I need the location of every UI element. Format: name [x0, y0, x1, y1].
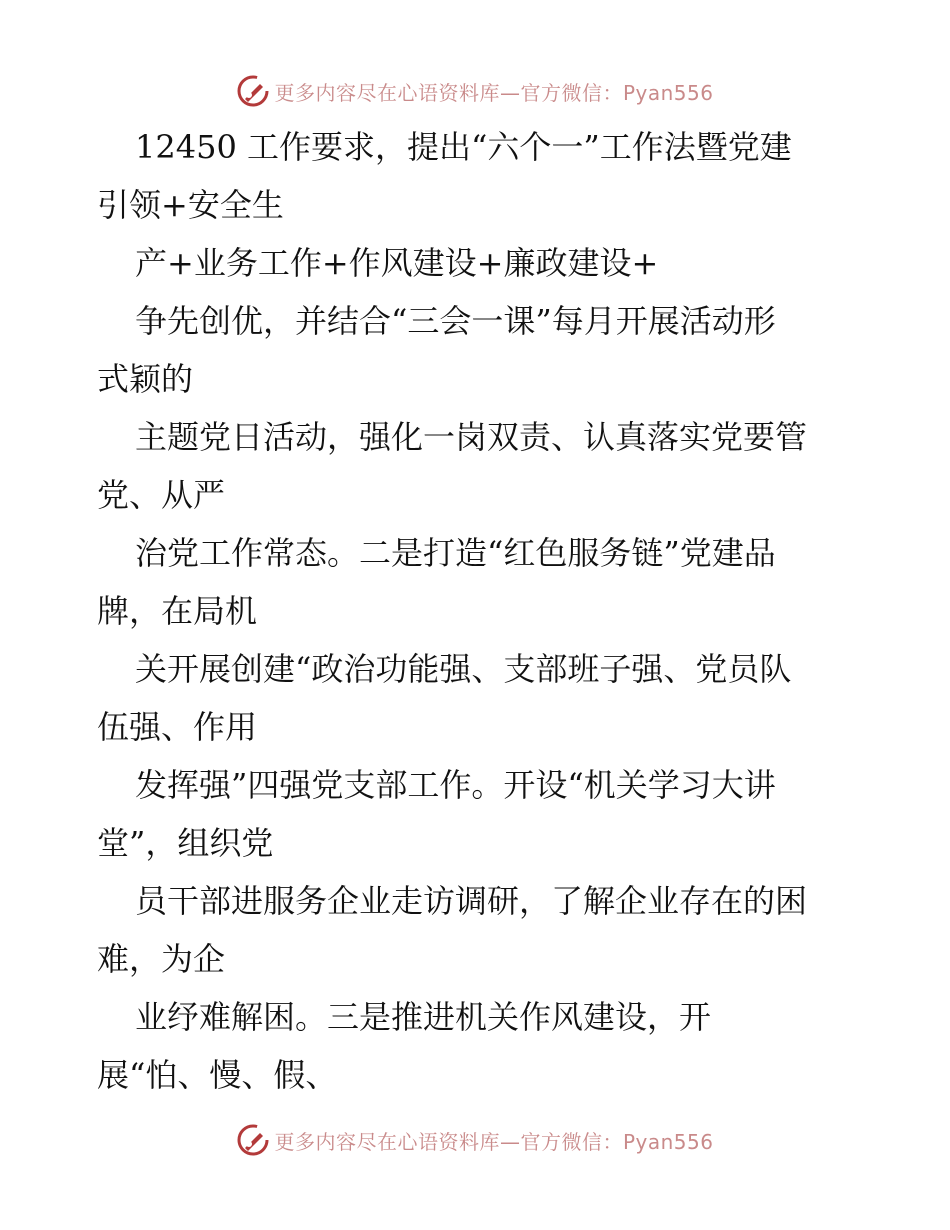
header-watermark [0, 71, 950, 111]
watermark-text: 更多内容尽在心语资料库—官方微信：Pyan556 [274, 80, 714, 105]
text-line: 难，为企 [97, 940, 226, 978]
watermark-text: 更多内容尽在心语资料库—官方微信：Pyan556 [274, 1129, 714, 1154]
text-line: 业纾难解困。三是推进机关作风建设，开 [135, 998, 712, 1036]
text-line: 式颖的 [97, 360, 194, 398]
text-line: 引领+安全生 [97, 186, 284, 224]
text-line: 发挥强”四强党支部工作。开设“机关学习大讲 [135, 766, 776, 804]
text-line: 争先创优，并结合“三会一课”每月开展活动形 [135, 302, 776, 340]
text-line: 员干部进服务企业走访调研，了解企业存在的困 [135, 882, 808, 920]
pen-seal-logo-icon [236, 1123, 270, 1157]
text-line: 关开展创建“政治功能强、支部班子强、党员队 [135, 650, 792, 688]
text-line: 产+业务工作+作风建设+廉政建设+ [135, 244, 659, 282]
text-line: 堂”，组织党 [97, 824, 274, 862]
text-line: 治党工作常态。二是打造“红色服务链”党建品 [135, 534, 776, 572]
text-line: 牌，在局机 [97, 592, 258, 630]
text-line: 主题党日活动，强化一岗双责、认真落实党要管 [135, 418, 808, 456]
text-line: 党、从严 [97, 476, 226, 514]
text-line: 12450 工作要求，提出“六个一”工作法暨党建 [135, 128, 792, 166]
text-line: 伍强、作用 [97, 708, 258, 746]
text-line: 展“怕、慢、假、 [97, 1056, 338, 1094]
pen-seal-logo-icon [236, 74, 270, 108]
footer-watermark [0, 1120, 950, 1160]
